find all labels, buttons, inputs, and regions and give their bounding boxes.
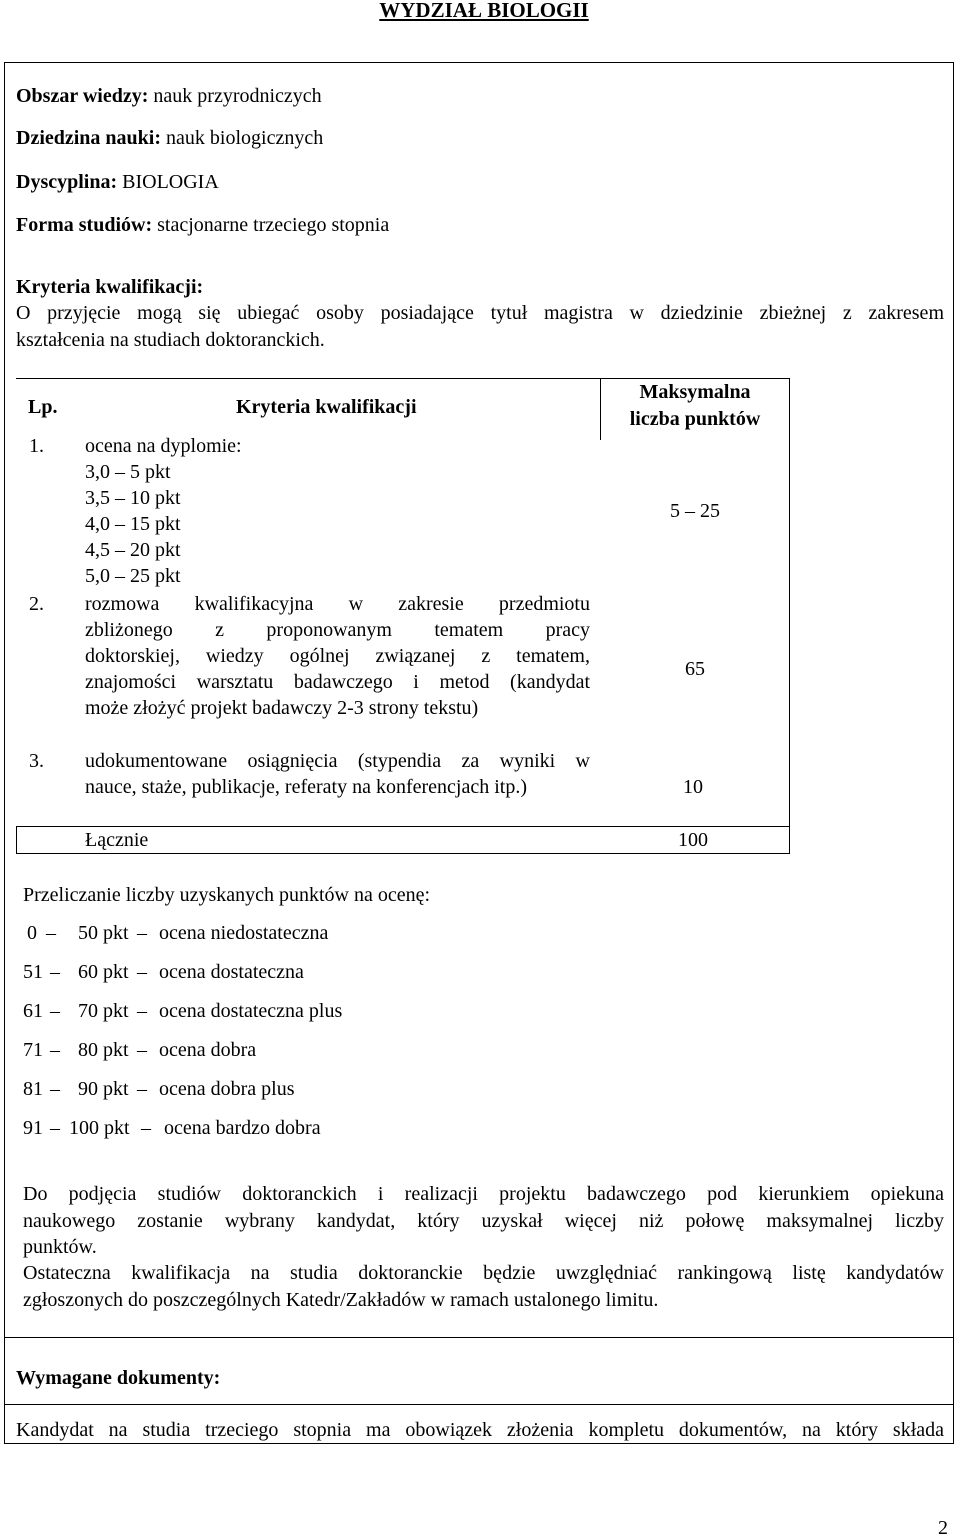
info-value: nauk przyrodniczych bbox=[148, 85, 322, 107]
conversion-grade: ocena dostateczna bbox=[159, 961, 304, 983]
dash: – bbox=[137, 961, 147, 983]
conversion-from: 71 bbox=[23, 1039, 43, 1061]
row-sub-item: 4,5 – 20 pkt bbox=[85, 539, 181, 561]
info-field bbox=[16, 126, 323, 150]
info-value: stacjonarne trzeciego stopnia bbox=[152, 214, 390, 236]
dash: – bbox=[46, 922, 56, 944]
row-criterion: znajomości warsztatu badawczego i metod (kandydat bbox=[85, 671, 590, 693]
conversion-to: 50 pkt bbox=[78, 922, 129, 944]
row-criterion: nauce, staże, publikacje, referaty na konferencjach itp.) bbox=[85, 776, 527, 798]
row-number: 1. bbox=[29, 435, 44, 457]
conversion-to: 70 pkt bbox=[78, 1000, 129, 1022]
row-sub-item: 3,0 – 5 pkt bbox=[85, 461, 171, 483]
row-points: 10 bbox=[683, 776, 703, 798]
dash: – bbox=[50, 961, 60, 983]
paragraph-line: Ostateczna kwalifikacja na studia doktoranckie będzie uwzględniać rankingową listę kandydatów bbox=[23, 1262, 944, 1284]
dash: – bbox=[137, 1000, 147, 1022]
conversion-grade: ocena bardzo dobra bbox=[164, 1117, 321, 1139]
table-border bbox=[16, 378, 790, 379]
info-value: BIOLOGIA bbox=[117, 171, 219, 193]
dash: – bbox=[137, 1078, 147, 1100]
table-header-lp: Lp. bbox=[28, 396, 58, 418]
info-label: Dziedzina nauki: bbox=[16, 127, 162, 149]
info-label: Dyscyplina: bbox=[16, 171, 118, 193]
total-points: 100 bbox=[678, 829, 708, 851]
page-title: WYDZIAŁ BIOLOGII bbox=[379, 0, 589, 22]
paragraph-line: zgłoszonych do poszczególnych Katedr/Zakładów w ramach ustalonego limitu. bbox=[23, 1289, 659, 1311]
table-header-criteria: Kryteria kwalifikacji bbox=[236, 396, 417, 418]
dash: – bbox=[141, 1117, 151, 1139]
conversion-grade: ocena dobra plus bbox=[159, 1078, 295, 1100]
conversion-grade: ocena dobra bbox=[159, 1039, 257, 1061]
page-number: 2 bbox=[938, 1517, 948, 1539]
conversion-from: 61 bbox=[23, 1000, 43, 1022]
row-criterion: udokumentowane osiągnięcia (stypendia za wyniki w bbox=[85, 750, 590, 772]
row-number: 2. bbox=[29, 593, 44, 615]
divider bbox=[4, 1404, 954, 1405]
criteria-intro-line: kształcenia na studiach doktoranckich. bbox=[16, 329, 325, 351]
criteria-intro-line: O przyjęcie mogą się ubiegać osoby posiadające tytuł magistra w dziedzinie zbieżnej z zakresem bbox=[16, 302, 944, 324]
row-criterion: może złożyć projekt badawczy 2-3 strony tekstu) bbox=[85, 697, 479, 719]
info-label: Obszar wiedzy: bbox=[16, 85, 149, 107]
row-criterion: doktorskiej, wiedzy ogólnej związanej z tematem, bbox=[85, 645, 590, 667]
row-sub-item: 5,0 – 25 pkt bbox=[85, 565, 181, 587]
conversion-grade: ocena niedostateczna bbox=[159, 922, 329, 944]
row-points: 5 – 25 bbox=[670, 500, 720, 522]
row-points: 65 bbox=[685, 658, 705, 680]
paragraph-line: Do podjęcia studiów doktoranckich i realizacji projektu badawczego pod kierunkiem opiekuna bbox=[23, 1183, 944, 1205]
table-header-max: liczba punktów bbox=[629, 408, 761, 430]
paragraph-line: punktów. bbox=[23, 1236, 97, 1258]
row-criterion: zbliżonego z proponowanym tematem pracy bbox=[85, 619, 590, 641]
table-header-max: Maksymalna bbox=[639, 381, 751, 403]
row-criterion: rozmowa kwalifikacyjna w zakresie przedmiotu bbox=[85, 593, 590, 615]
conversion-from: 81 bbox=[23, 1078, 43, 1100]
dash: – bbox=[50, 1000, 60, 1022]
info-value: nauk biologicznych bbox=[161, 127, 324, 149]
table-border bbox=[16, 826, 17, 854]
conversion-to: 60 pkt bbox=[78, 961, 129, 983]
row-sub-item: 3,5 – 10 pkt bbox=[85, 487, 181, 509]
conversion-from: 51 bbox=[23, 961, 43, 983]
conversion-from: 91 bbox=[23, 1117, 43, 1139]
conversion-to: 90 pkt bbox=[78, 1078, 129, 1100]
dash: – bbox=[50, 1039, 60, 1061]
info-field bbox=[16, 170, 219, 194]
conversion-heading: Przeliczanie liczby uzyskanych punktów na ocenę: bbox=[23, 884, 431, 906]
criteria-heading: Kryteria kwalifikacji: bbox=[16, 276, 204, 298]
dash: – bbox=[50, 1117, 60, 1139]
conversion-from: 0 bbox=[27, 922, 37, 944]
total-label: Łącznie bbox=[85, 829, 149, 851]
conversion-grade: ocena dostateczna plus bbox=[159, 1000, 343, 1022]
dash: – bbox=[50, 1078, 60, 1100]
table-border bbox=[789, 378, 790, 854]
info-field bbox=[16, 84, 322, 108]
row-number: 3. bbox=[29, 750, 44, 772]
dash: – bbox=[137, 1039, 147, 1061]
conversion-to: 80 pkt bbox=[78, 1039, 129, 1061]
paragraph-line: naukowego zostanie wybrany kandydat, który uzyskał więcej niż połowę maksymalnej liczby bbox=[23, 1210, 944, 1232]
info-field bbox=[16, 213, 389, 237]
divider bbox=[4, 1337, 954, 1338]
documents-text: Kandydat na studia trzeciego stopnia ma obowiązek złożenia kompletu dokumentów, na który składa bbox=[16, 1419, 944, 1441]
info-label: Forma studiów: bbox=[16, 214, 153, 236]
table-border bbox=[16, 826, 790, 827]
row-sub-item: 4,0 – 15 pkt bbox=[85, 513, 181, 535]
documents-heading: Wymagane dokumenty: bbox=[16, 1367, 221, 1389]
row-criterion: ocena na dyplomie: bbox=[85, 435, 242, 457]
table-border bbox=[16, 853, 790, 854]
dash: – bbox=[137, 922, 147, 944]
conversion-to: 100 pkt bbox=[69, 1117, 130, 1139]
